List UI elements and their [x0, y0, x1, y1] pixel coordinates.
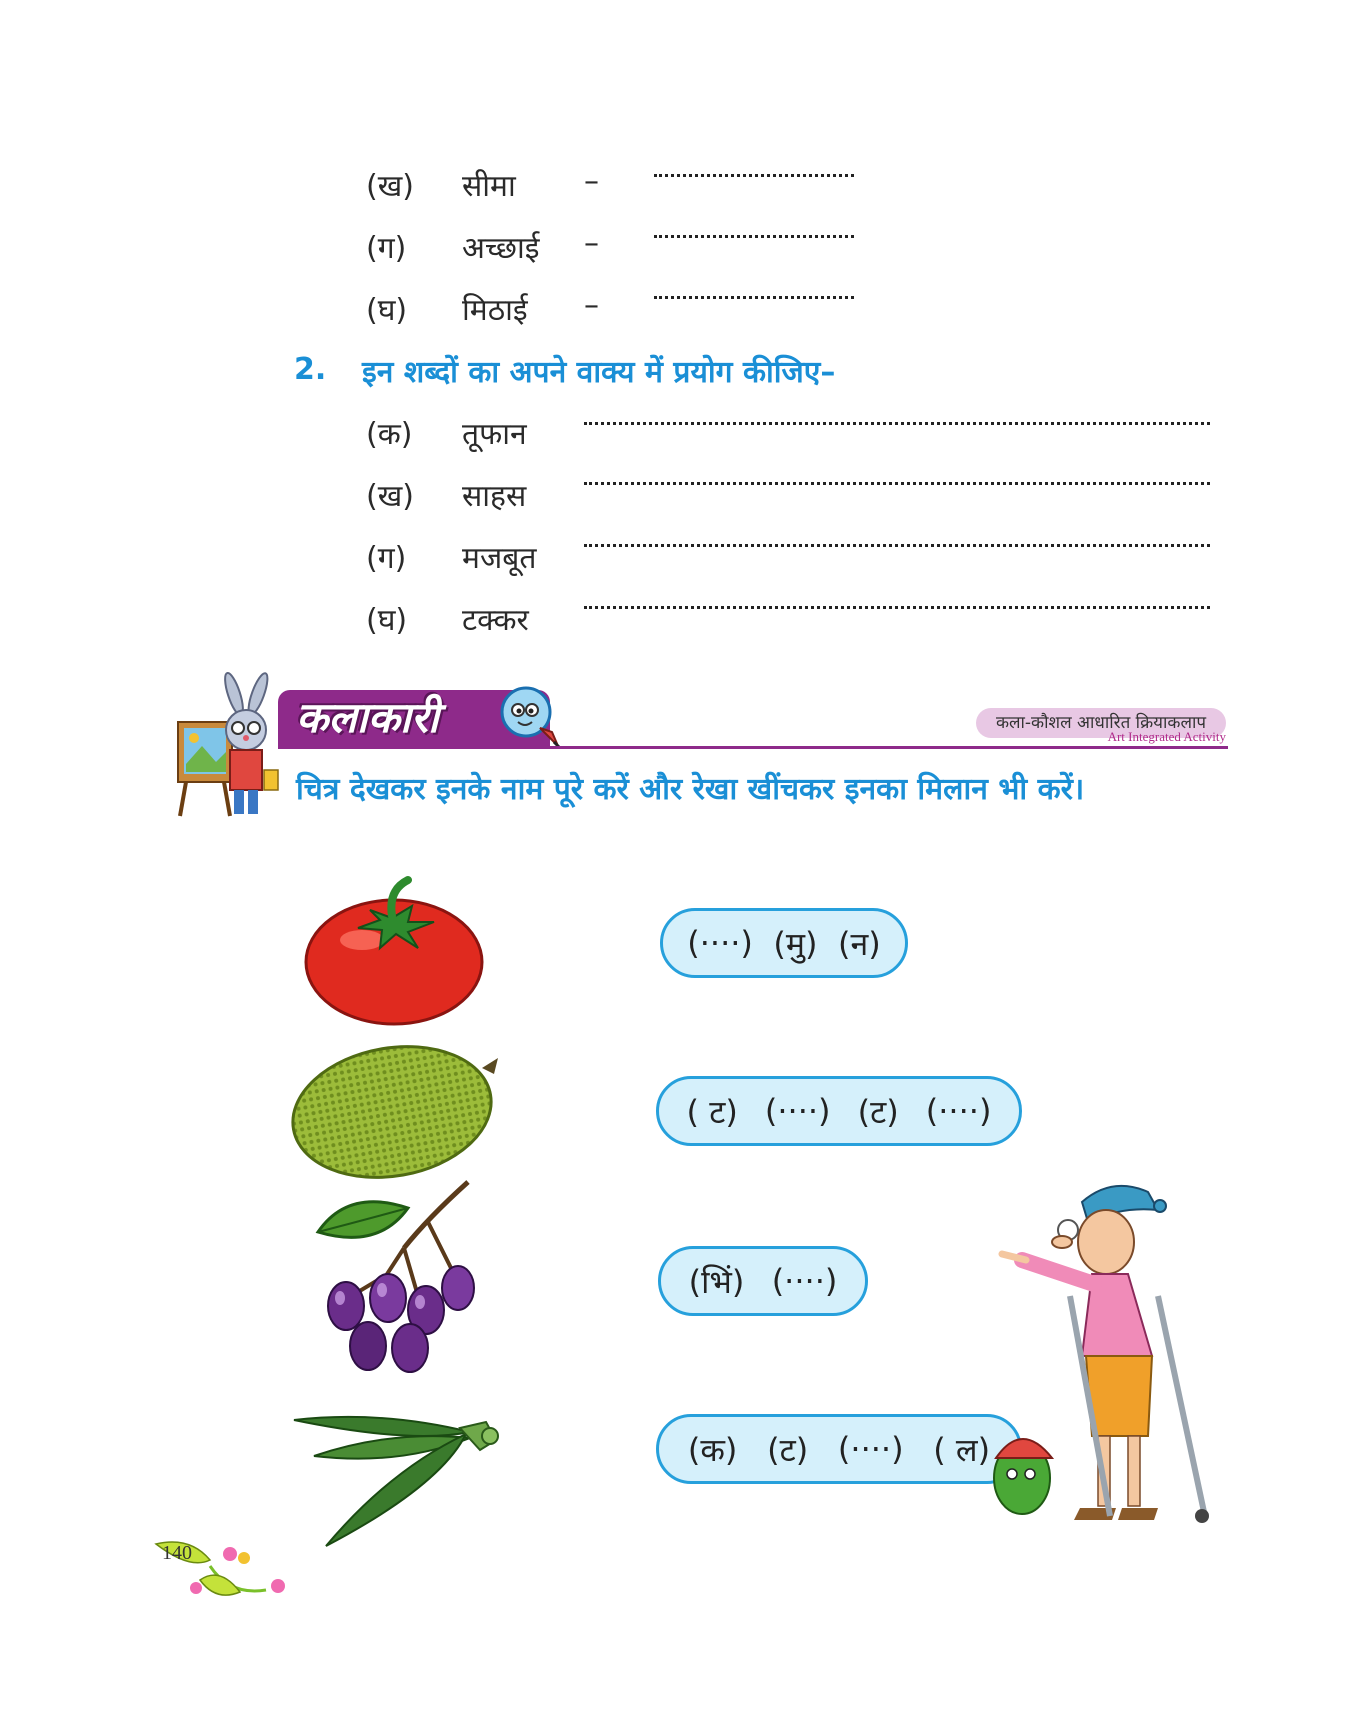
row-word: मजबूत [462, 541, 537, 576]
banner-rule [278, 746, 1228, 749]
syllable: (ट) [857, 1092, 899, 1131]
puzzle-pill-jackfruit [656, 1076, 1022, 1146]
syllable: (क) [687, 1430, 738, 1469]
syllable-blank[interactable]: (····) [837, 1430, 904, 1468]
syllable: (भिं) [688, 1262, 745, 1301]
tomato-picture[interactable] [300, 870, 490, 1030]
jackfruit-picture[interactable] [290, 1040, 500, 1180]
row-dash: – [584, 164, 599, 199]
answer-line[interactable] [654, 296, 854, 299]
page-number: 140 [162, 1542, 192, 1564]
row-word: टक्कर [462, 603, 529, 638]
jamun-picture[interactable] [308, 1178, 484, 1378]
syllable: ( ल) [933, 1430, 991, 1469]
row-label: (ग) [366, 541, 407, 576]
row-label: (घ) [366, 293, 408, 328]
pencil-mascot-icon [496, 682, 566, 752]
activity-tag-sub: Art Integrated Activity [1107, 729, 1226, 744]
syllable-blank[interactable]: (····) [764, 1092, 831, 1130]
okra-picture[interactable] [290, 1400, 502, 1550]
row-word: मिठाई [462, 293, 528, 328]
question-text: इन शब्दों का अपने वाक्य में प्रयोग कीजिए– [362, 355, 836, 390]
puzzle-pill-tomato [660, 908, 908, 978]
rabbit-painter-illustration [172, 672, 284, 822]
answer-line[interactable] [584, 606, 1210, 609]
syllable: (मु) [773, 924, 818, 963]
syllable: ( ट) [686, 1092, 738, 1131]
row-label: (ख) [366, 479, 414, 514]
answer-line[interactable] [584, 544, 1210, 547]
activity-tag: कला-कौशल आधारित क्रियाकलाप [976, 708, 1226, 738]
row-label: (ग) [366, 231, 407, 266]
row-dash: – [584, 288, 599, 323]
answer-line[interactable] [584, 422, 1210, 425]
row-word: तूफान [462, 417, 527, 452]
row-word: साहस [462, 479, 527, 514]
answer-line[interactable] [584, 482, 1210, 485]
old-man-pointing-illustration [982, 1176, 1232, 1538]
syllable: (न) [838, 924, 881, 963]
activity-instruction: चित्र देखकर इनके नाम पूरे करें और रेखा खींचकर इनका मिलान भी करें। [296, 772, 1085, 807]
puzzle-pill-okra [656, 1414, 1022, 1484]
answer-line[interactable] [654, 174, 854, 177]
row-dash: – [584, 226, 599, 261]
syllable-blank[interactable]: (····) [687, 924, 753, 962]
puzzle-pill-jamun [658, 1246, 868, 1316]
row-word: अच्छाई [462, 231, 540, 266]
question-number: 2. [294, 352, 327, 387]
syllable-blank[interactable]: (····) [771, 1262, 838, 1300]
row-word: सीमा [462, 169, 516, 204]
syllable: (ट) [767, 1430, 809, 1469]
row-label: (घ) [366, 603, 408, 638]
answer-line[interactable] [654, 235, 854, 238]
row-label: (क) [366, 417, 413, 452]
syllable-blank[interactable]: (····) [925, 1092, 992, 1130]
activity-title: कलाकारी [296, 693, 439, 742]
row-label: (ख) [366, 169, 414, 204]
